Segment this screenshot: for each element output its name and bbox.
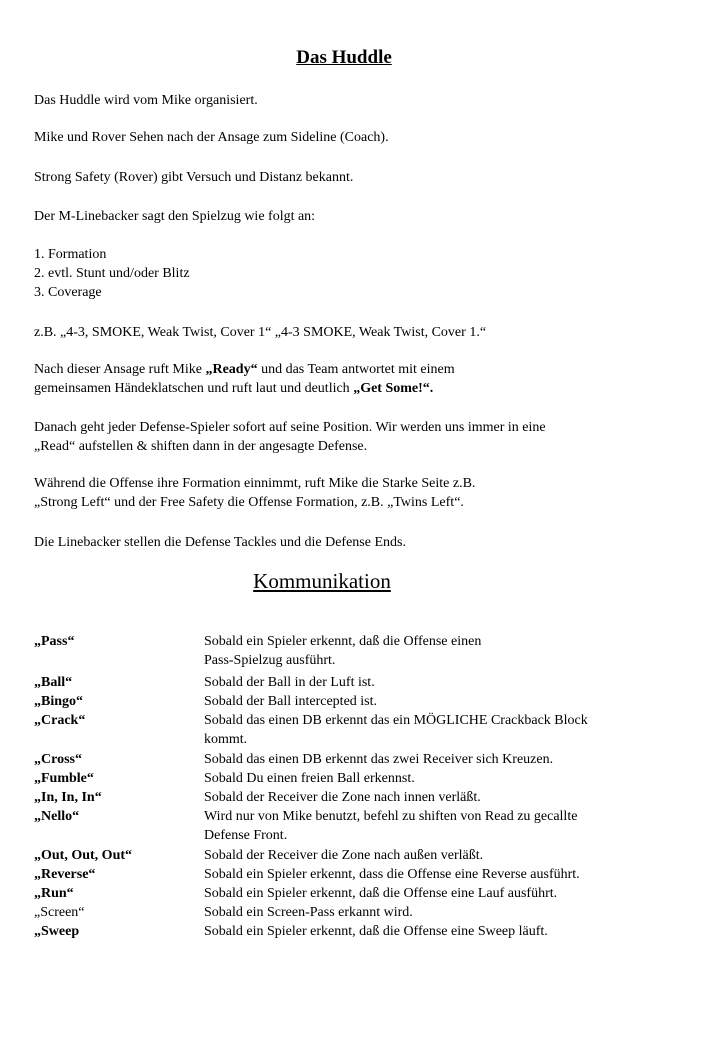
call-term: „Run“ [34,886,74,901]
list-item-coverage: 3. Coverage [34,285,102,300]
call-term: „Out, Out, Out“ [34,848,133,863]
call-definition: Sobald der Ball intercepted ist. [204,694,378,709]
list-item-formation: 1. Formation [34,247,107,262]
call-term: „Fumble“ [34,771,94,786]
paragraph-waehrend-line2: „Strong Left“ und der Free Safety die Offense Formation, z.B. „Twins Left“. [34,495,464,510]
call-definition: Sobald das einen DB erkennt das zwei Receiver sich Kreuzen. [204,752,554,767]
paragraph-safety: Strong Safety (Rover) gibt Versuch und Distanz bekannt. [34,170,354,185]
get-some-call: „Get Some!“. [353,381,434,396]
call-term: „Cross“ [34,752,82,767]
call-definition: Sobald Du einen freien Ball erkennst. [204,771,415,786]
call-definition: Sobald der Receiver die Zone nach außen verläßt. [204,848,484,863]
call-definition: Wird nur von Mike benutzt, befehl zu shiften von Read zu gecallte [204,809,578,824]
call-term: „Ball“ [34,675,73,690]
paragraph-danach-line2: „Read“ aufstellen & shiften dann in der angesagte Defense. [34,439,368,454]
ready-text-b: und das Team antwortet mit einem [257,362,455,377]
paragraph-sideline: Mike und Rover Sehen nach der Ansage zum Sideline (Coach). [34,130,389,145]
call-definition-continued: kommt. [204,732,248,747]
page-title: Das Huddle [296,47,392,68]
call-definition: Sobald ein Screen-Pass erkannt wird. [204,905,413,920]
call-definition: Sobald ein Spieler erkennt, daß die Offense einen [204,634,482,649]
call-term: „Sweep [34,924,80,939]
paragraph-linebacker-call: Der M-Linebacker sagt den Spielzug wie folgt an: [34,209,316,224]
ready-line2-text: gemeinsamen Händeklatschen und ruft laut und deutlich [34,381,354,396]
call-definition: Sobald das einen DB erkennt das ein MÖGLICHE Crackback Block [204,713,588,728]
call-definition: Sobald ein Spieler erkennt, daß die Offense eine Sweep läuft. [204,924,548,939]
paragraph-ready-line2 [34,379,433,398]
paragraph-danach-line1: Danach geht jeder Defense-Spieler sofort auf seine Position. Wir werden uns immer in eine [34,420,546,435]
ready-text-a: Nach dieser Ansage ruft Mike [34,362,206,377]
paragraph-example: z.B. „4-3, SMOKE, Weak Twist, Cover 1“ „4-3 SMOKE, Weak Twist, Cover 1.“ [34,325,487,340]
paragraph-organisation: Das Huddle wird vom Mike organisiert. [34,93,258,108]
list-item-stunt: 2. evtl. Stunt und/oder Blitz [34,266,190,281]
paragraph-waehrend-line1: Während die Offense ihre Formation einnimmt, ruft Mike die Starke Seite z.B. [34,476,476,491]
call-term: „Pass“ [34,634,75,649]
ready-call: „Ready“ [205,362,258,377]
call-definition: Sobald der Ball in der Luft ist. [204,675,375,690]
paragraph-ready-line1 [34,360,455,379]
call-term: „In, In, In“ [34,790,102,805]
call-term: „Nello“ [34,809,80,824]
call-definition: Sobald ein Spieler erkennt, daß die Offense eine Lauf ausführt. [204,886,558,901]
call-definition: Sobald der Receiver die Zone nach innen verläßt. [204,790,481,805]
call-term: „Screen“ [34,905,85,920]
call-definition-continued: Pass-Spielzug ausführt. [204,653,336,668]
paragraph-linebacker-tackles: Die Linebacker stellen die Defense Tackles und die Defense Ends. [34,535,406,550]
call-term: „Crack“ [34,713,86,728]
call-term: „Reverse“ [34,867,96,882]
call-definition: Sobald ein Spieler erkennt, dass die Offense eine Reverse ausführt. [204,867,580,882]
call-term: „Bingo“ [34,694,84,709]
section-title: Kommunikation [253,569,391,593]
call-definition-continued: Defense Front. [204,828,288,843]
